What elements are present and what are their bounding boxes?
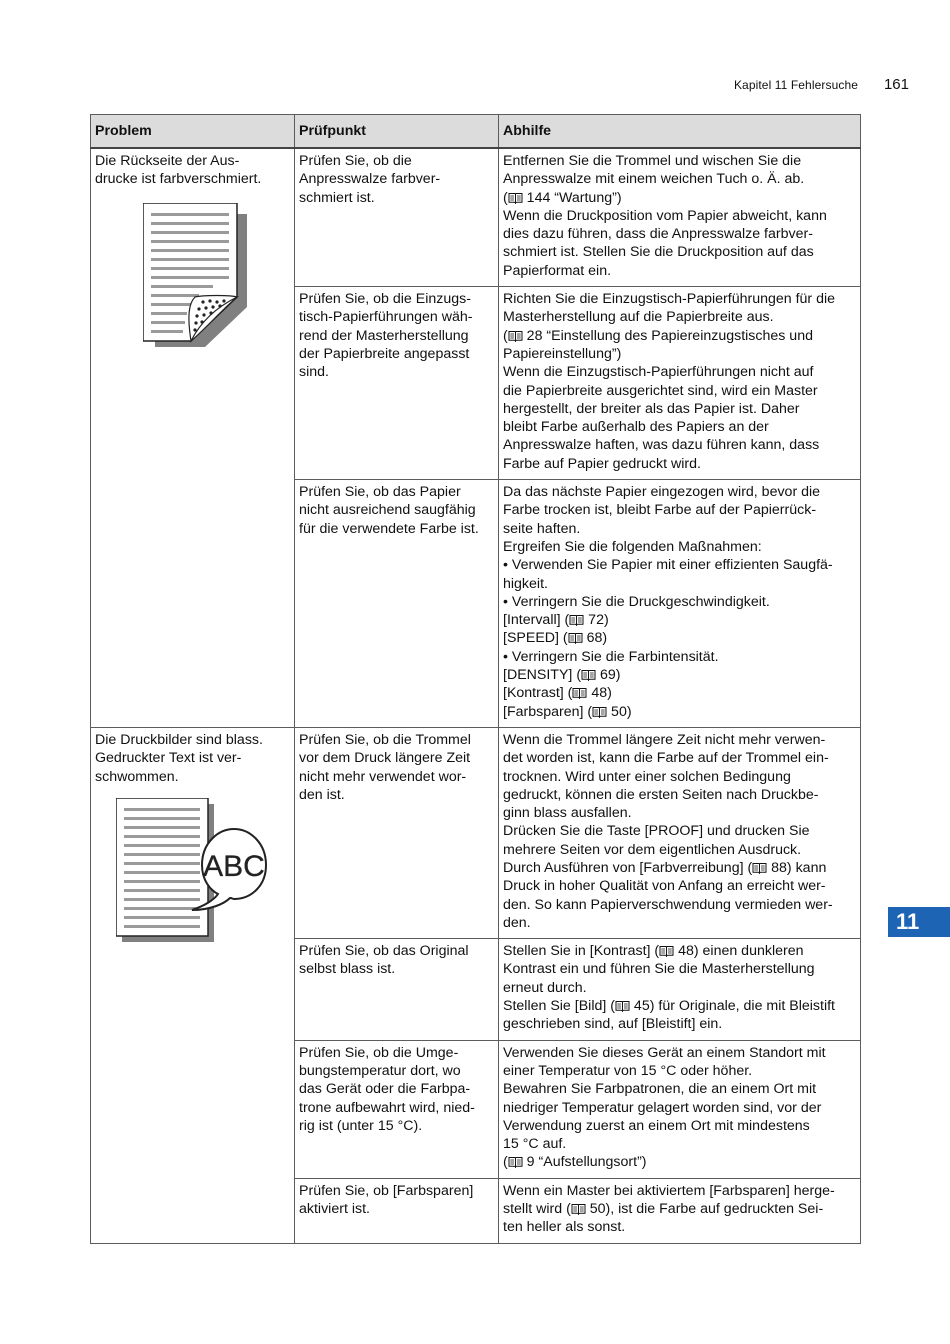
problem-cell [91,727,295,1243]
remedy-text-part: 68) • Verringern Sie die Farbintensität. [DENSITY] ( [503,630,719,684]
check-cell [295,480,499,728]
remedy-text-part: 50) [607,703,632,720]
remedy-text-part: Richten Sie die Einzugstisch-Papierführungen für die Masterherstellung auf die Papierbreite aus. ( [503,291,836,344]
book-reference-icon [592,706,607,718]
book-reference-icon [615,1000,630,1012]
remedy-text-part: 28 “Einstellung des Papiereinzugstisches und Papiereinstellung”) Wenn die Einzugstisch-Papierführungen nicht auf die Papierbreite ausgerichtet sind, wird ein Master hergestellt, der breiter als das Papier ist. Daher bleibt Farbe außerhalb des Papiers an der Anpresswalze haften, was dazu führen kann, dass Farbe auf Papier gedruckt wird. [503,327,820,472]
running-head: Kapitel 11 Fehlersuche [733,78,858,92]
check-cell [295,148,499,287]
smeared-paper-illustration [143,203,253,353]
book-reference-icon [571,1203,586,1215]
remedy-text-part: Wenn ein Master bei aktiviertem [Farbsparen] herge- stellt wird ( [503,1182,835,1218]
check-cell [295,1040,499,1178]
book-reference-icon [572,687,587,699]
book-reference-icon [659,945,674,957]
troubleshooting-table [90,114,861,1244]
remedy-text-part: 50), ist die Farbe auf gedruckten Sei- ten heller als sonst. [503,1201,824,1236]
book-reference-icon [581,669,596,681]
remedy-text-part: Da das nächste Papier eingezogen wird, bevor die Farbe trocken ist, bleibt Farbe auf der Papierrück- seite haften. Ergreifen Sie die folgenden Maßnahmen: • Verwenden Sie Papier mit einer effizienten Saugfä- higkeit. • Verringern Sie die Druckgeschwindigkeit. [Intervall] ( [503,484,833,629]
remedy-text-part: 88) kann Druck in hoher Qualität von Anfang an erreicht wer- den. So kann Papierverschwendung vermieden wer- den. [503,859,833,931]
remedy-cell [499,148,861,287]
book-reference-icon [568,632,583,644]
table-header-row [91,115,861,149]
remedy-text-part: Wenn die Trommel längere Zeit nicht mehr verwen- det worden ist, kann die Farbe auf der Trommel ein- trocknen. Wird unter einer solchen Bedingung gedruckt, können die ersten Seiten nach Druckbe- ginn blass ausfallen. Drücken Sie die Taste [PROOF] und drucken Sie mehrere Seiten vor dem eigentlichen Ausdruck. Durch Ausführen von [Farbverreibung] ( [503,731,829,876]
remedy-cell [499,1178,861,1243]
check-text: Prüfen Sie, ob das Original selbst blass ist. [299,943,469,978]
remedy-cell [499,727,861,938]
problem-text: Die Druckbilder sind blass. Gedruckter Text ist ver- schwommen. [95,731,263,785]
column-header: Prüfpunkt [295,115,499,149]
remedy-text [503,731,856,932]
remedy-text [503,152,856,280]
chapter-tab: 11 [888,907,950,937]
check-text: Prüfen Sie, ob das Papier nicht ausreichend saugfähig für die verwendete Farbe ist. [299,484,479,537]
remedy-cell [499,939,861,1040]
remedy-cell [499,480,861,728]
remedy-text [503,1182,856,1237]
check-text: Prüfen Sie, ob die Anpresswalze farbver- schmiert ist. [299,153,441,206]
remedy-text-part: Entfernen Sie die Trommel und wischen Sie die Anpresswalze mit einem weichen Tuch o. Ä. ab. ( [503,153,805,206]
check-text: Prüfen Sie, ob die Trommel vor dem Druck längere Zeit nicht mehr verwendet wor- den ist. [299,731,471,803]
table-body [91,148,861,1243]
remedy-cell [499,287,861,480]
problem-cell [91,148,295,727]
check-cell [295,287,499,480]
problem-text: Die Rückseite der Aus- drucke ist farbverschmiert. [95,153,262,188]
remedy-text [503,1044,856,1172]
book-reference-icon [752,862,767,874]
remedy-text-part: 9 “Aufstellungsort”) [522,1154,647,1171]
table-row [91,148,861,287]
check-text: Prüfen Sie, ob die Umge- bungstemperatur dort, wo das Gerät oder die Farbpa- trone aufbewahrt wird, nied- rig ist (unter 15 °C). [299,1044,475,1134]
page-number: 161 [883,76,909,93]
remedy-text-part: 48) [Farbsparen] ( [503,685,612,720]
remedy-text-part: 72) [SPEED] ( [503,612,609,647]
remedy-text-part: 69) [Kontrast] ( [503,667,621,702]
remedy-text-part: Stellen Sie in [Kontrast] ( [503,943,660,960]
check-cell [295,1178,499,1243]
book-reference-icon [508,330,523,342]
book-reference-icon [508,192,523,204]
remedy-text [503,942,856,1033]
remedy-text [503,290,856,473]
faded-abc-illustration [116,798,286,948]
book-reference-icon [508,1156,523,1168]
remedy-text-part: Verwenden Sie dieses Gerät an einem Standort mit einer Temperatur von 15 °C oder höher. Bewahren Sie Farbpatronen, die an einem Ort mit niedriger Temperatur gelagert worden sind, vor der Verwendung zuerst an einem Ort mit mindestens 15 °C auf. ( [503,1044,826,1171]
column-header: Abhilfe [499,115,861,149]
remedy-cell [499,1040,861,1178]
check-cell [295,939,499,1040]
book-reference-icon [569,614,584,626]
remedy-text-part: 144 “Wartung”) Wenn die Druckposition vom Papier abweicht, kann dies dazu führen, dass die Anpresswalze farbver- schmiert ist. Stellen Sie die Druckposition auf das Papierformat ein. [503,189,827,279]
remedy-text [503,483,856,721]
column-header: Problem [91,115,295,149]
check-text: Prüfen Sie, ob [Farbsparen] aktiviert ist. [299,1182,474,1218]
check-cell [295,727,499,938]
remedy-text-part: 45) für Originale, die mit Bleistift geschrieben sind, auf [Bleistift] ein. [503,998,835,1033]
check-text: Prüfen Sie, ob die Einzugs- tisch-Papierführungen wäh- rend der Masterherstellung der Papierbreite angepasst sind. [299,291,473,381]
abc-label: ABC [203,849,265,883]
table-row [91,727,861,938]
remedy-text-part: 48) einen dunkleren Kontrast ein und führen Sie die Masterherstellung erneut durch. Stellen Sie [Bild] ( [503,943,815,1015]
